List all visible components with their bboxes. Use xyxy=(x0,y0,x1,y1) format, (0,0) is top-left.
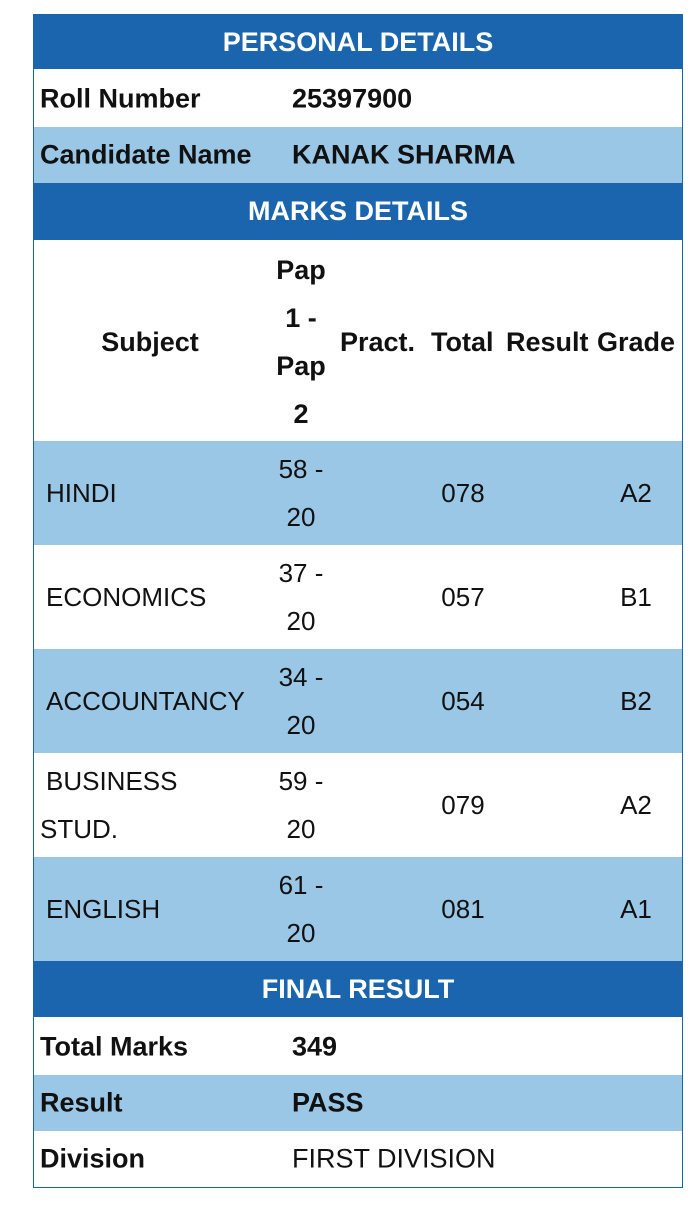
total-marks-row xyxy=(34,1019,682,1075)
roll-number-row xyxy=(34,71,682,127)
column-header-pap-line3: Pap xyxy=(276,351,326,381)
marks-details-title: MARKS DETAILS xyxy=(248,196,468,226)
total-marks: 078 xyxy=(441,478,485,508)
grade: B1 xyxy=(620,582,652,612)
total-marks: 081 xyxy=(441,894,485,924)
candidate-name-label: Candidate Name xyxy=(40,139,252,170)
result-value: PASS xyxy=(292,1087,364,1118)
roll-number-value: 25397900 xyxy=(292,83,413,114)
table-row xyxy=(34,649,682,753)
marks-column-header-row xyxy=(34,242,682,441)
division-row xyxy=(34,1131,682,1187)
subject-name: ENGLISH xyxy=(46,894,161,924)
subject-name-line2: STUD. xyxy=(40,814,118,844)
paper-marks-line2: 20 xyxy=(286,814,316,844)
candidate-name-value: KANAK SHARMA xyxy=(292,139,516,170)
grade: A1 xyxy=(620,894,652,924)
paper-marks-line1: 34 - xyxy=(278,662,324,692)
total-marks: 057 xyxy=(441,582,485,612)
result-label: Result xyxy=(40,1087,123,1118)
column-header-total: Total xyxy=(431,327,494,357)
column-header-grade: Grade xyxy=(597,327,676,357)
grade: A2 xyxy=(620,478,652,508)
marks-details-header xyxy=(34,183,682,242)
roll-number-label: Roll Number xyxy=(40,83,201,114)
result-row xyxy=(34,1075,682,1131)
result-table xyxy=(33,14,683,1188)
paper-marks-line2: 20 xyxy=(286,918,316,948)
paper-marks-line1: 37 - xyxy=(278,558,324,588)
table-row xyxy=(34,545,682,649)
division-label: Division xyxy=(40,1143,146,1174)
grade: B2 xyxy=(620,686,652,716)
final-result-title: FINAL RESULT xyxy=(261,973,455,1004)
candidate-name-row xyxy=(34,127,682,183)
column-header-pract: Pract. xyxy=(340,327,416,357)
subject-name: ECONOMICS xyxy=(46,582,207,612)
column-header-result: Result xyxy=(506,327,589,357)
total-marks: 054 xyxy=(441,686,485,716)
final-result-header xyxy=(34,961,682,1019)
paper-marks-line2: 20 xyxy=(286,606,316,636)
table-row xyxy=(34,753,682,857)
total-marks: 079 xyxy=(441,790,485,820)
paper-marks-line1: 59 - xyxy=(278,766,324,796)
paper-marks-line2: 20 xyxy=(286,710,316,740)
total-marks-label: Total Marks xyxy=(40,1031,189,1062)
column-header-pap-line2: 1 - xyxy=(285,303,317,333)
column-header-subject: Subject xyxy=(101,327,199,357)
paper-marks-line2: 20 xyxy=(286,502,316,532)
paper-marks-line1: 61 - xyxy=(278,870,324,900)
column-header-pap-line1: Pap xyxy=(276,255,326,285)
column-header-pap-line4: 2 xyxy=(293,399,309,429)
subject-name-line1: BUSINESS xyxy=(46,766,178,796)
personal-details-title: PERSONAL DETAILS xyxy=(222,26,494,57)
grade: A2 xyxy=(620,790,652,820)
paper-marks-line1: 58 - xyxy=(278,454,324,484)
personal-details-header xyxy=(34,15,682,71)
table-row xyxy=(34,857,682,961)
total-marks-value: 349 xyxy=(292,1031,338,1062)
subject-name: HINDI xyxy=(46,478,117,508)
table-row xyxy=(34,441,682,545)
subject-name: ACCOUNTANCY xyxy=(46,686,245,716)
division-value: FIRST DIVISION xyxy=(292,1143,496,1174)
